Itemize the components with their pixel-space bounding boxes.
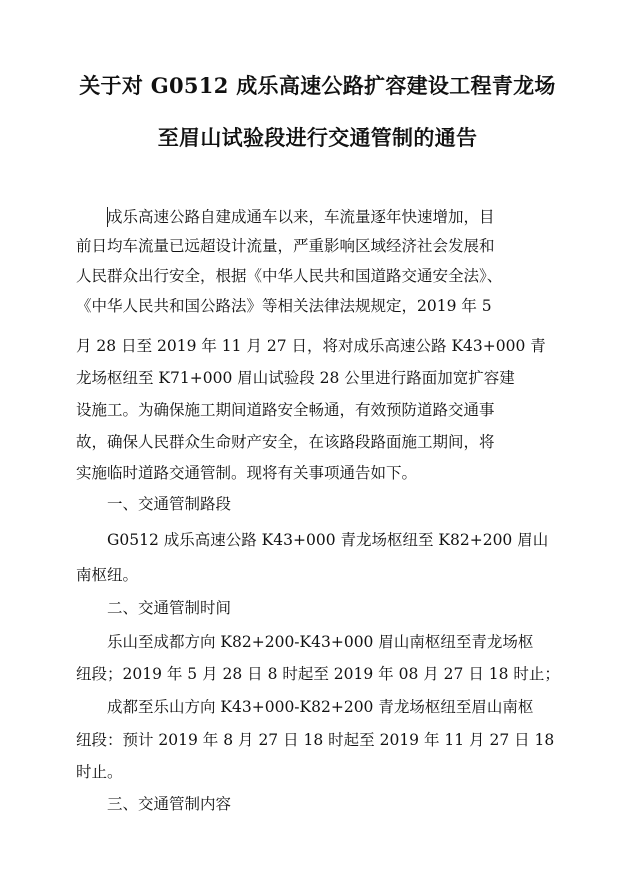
section-2-para-2-line-3: 时止。 [76,763,123,781]
intro-line-1: 成乐高速公路自建成通车以来，车流量逐年快速增加，目 [107,208,495,226]
intro-line-4: 《中华人民共和国公路法》等相关法律法规规定，2019 年 5 [76,297,492,315]
section-2-para-1-line-2: 纽段；2019 年 5 月 28 日 8 时起至 2019 年 08 月 27 日 18 时止； [76,665,560,683]
section-1-heading: 一、交通管制路段 [107,495,232,513]
section-1-line-2: 南枢纽。 [76,566,139,584]
document-title-line-1: 关于对 G0512 成乐高速公路扩容建设工程青龙场 [79,73,556,98]
intro-line-6: 龙场枢纽至 K71+000 眉山试验段 28 公里进行路面加宽扩容建 [76,369,515,387]
section-3-heading: 三、交通管制内容 [107,795,232,813]
section-1-line-1: G0512 成乐高速公路 K43+000 青龙场枢纽至 K82+200 眉山 [107,531,549,549]
intro-line-3: 人民群众出行安全，根据《中华人民共和国道路交通安全法》、 [76,267,503,285]
section-2-heading: 二、交通管制时间 [107,599,232,617]
section-2-para-1-line-1: 乐山至成都方向 K82+200-K43+000 眉山南枢纽至青龙场枢 [107,633,534,651]
intro-line-5: 月 28 日至 2019 年 11 月 27 日，将对成乐高速公路 K43+000 青 [76,337,546,355]
intro-line-9: 实施临时道路交通管制。现将有关事项通告如下。 [76,464,418,482]
intro-line-7: 设施工。为确保施工期间道路安全畅通，有效预防道路交通事 [76,401,495,419]
document-title-line-2: 至眉山试验段进行交通管制的通告 [157,125,478,150]
section-2-para-2-line-1: 成都至乐山方向 K43+000-K82+200 青龙场枢纽至眉山南枢 [107,698,534,716]
intro-line-8: 故，确保人民群众生命财产安全，在该路段路面施工期间，将 [76,433,495,451]
intro-line-2: 前日均车流量已远超设计流量，严重影响区域经济社会发展和 [76,237,495,255]
section-2-para-2-line-2: 纽段：预计 2019 年 8 月 27 日 18 时起至 2019 年 11 月 27 日 18 [76,731,555,749]
